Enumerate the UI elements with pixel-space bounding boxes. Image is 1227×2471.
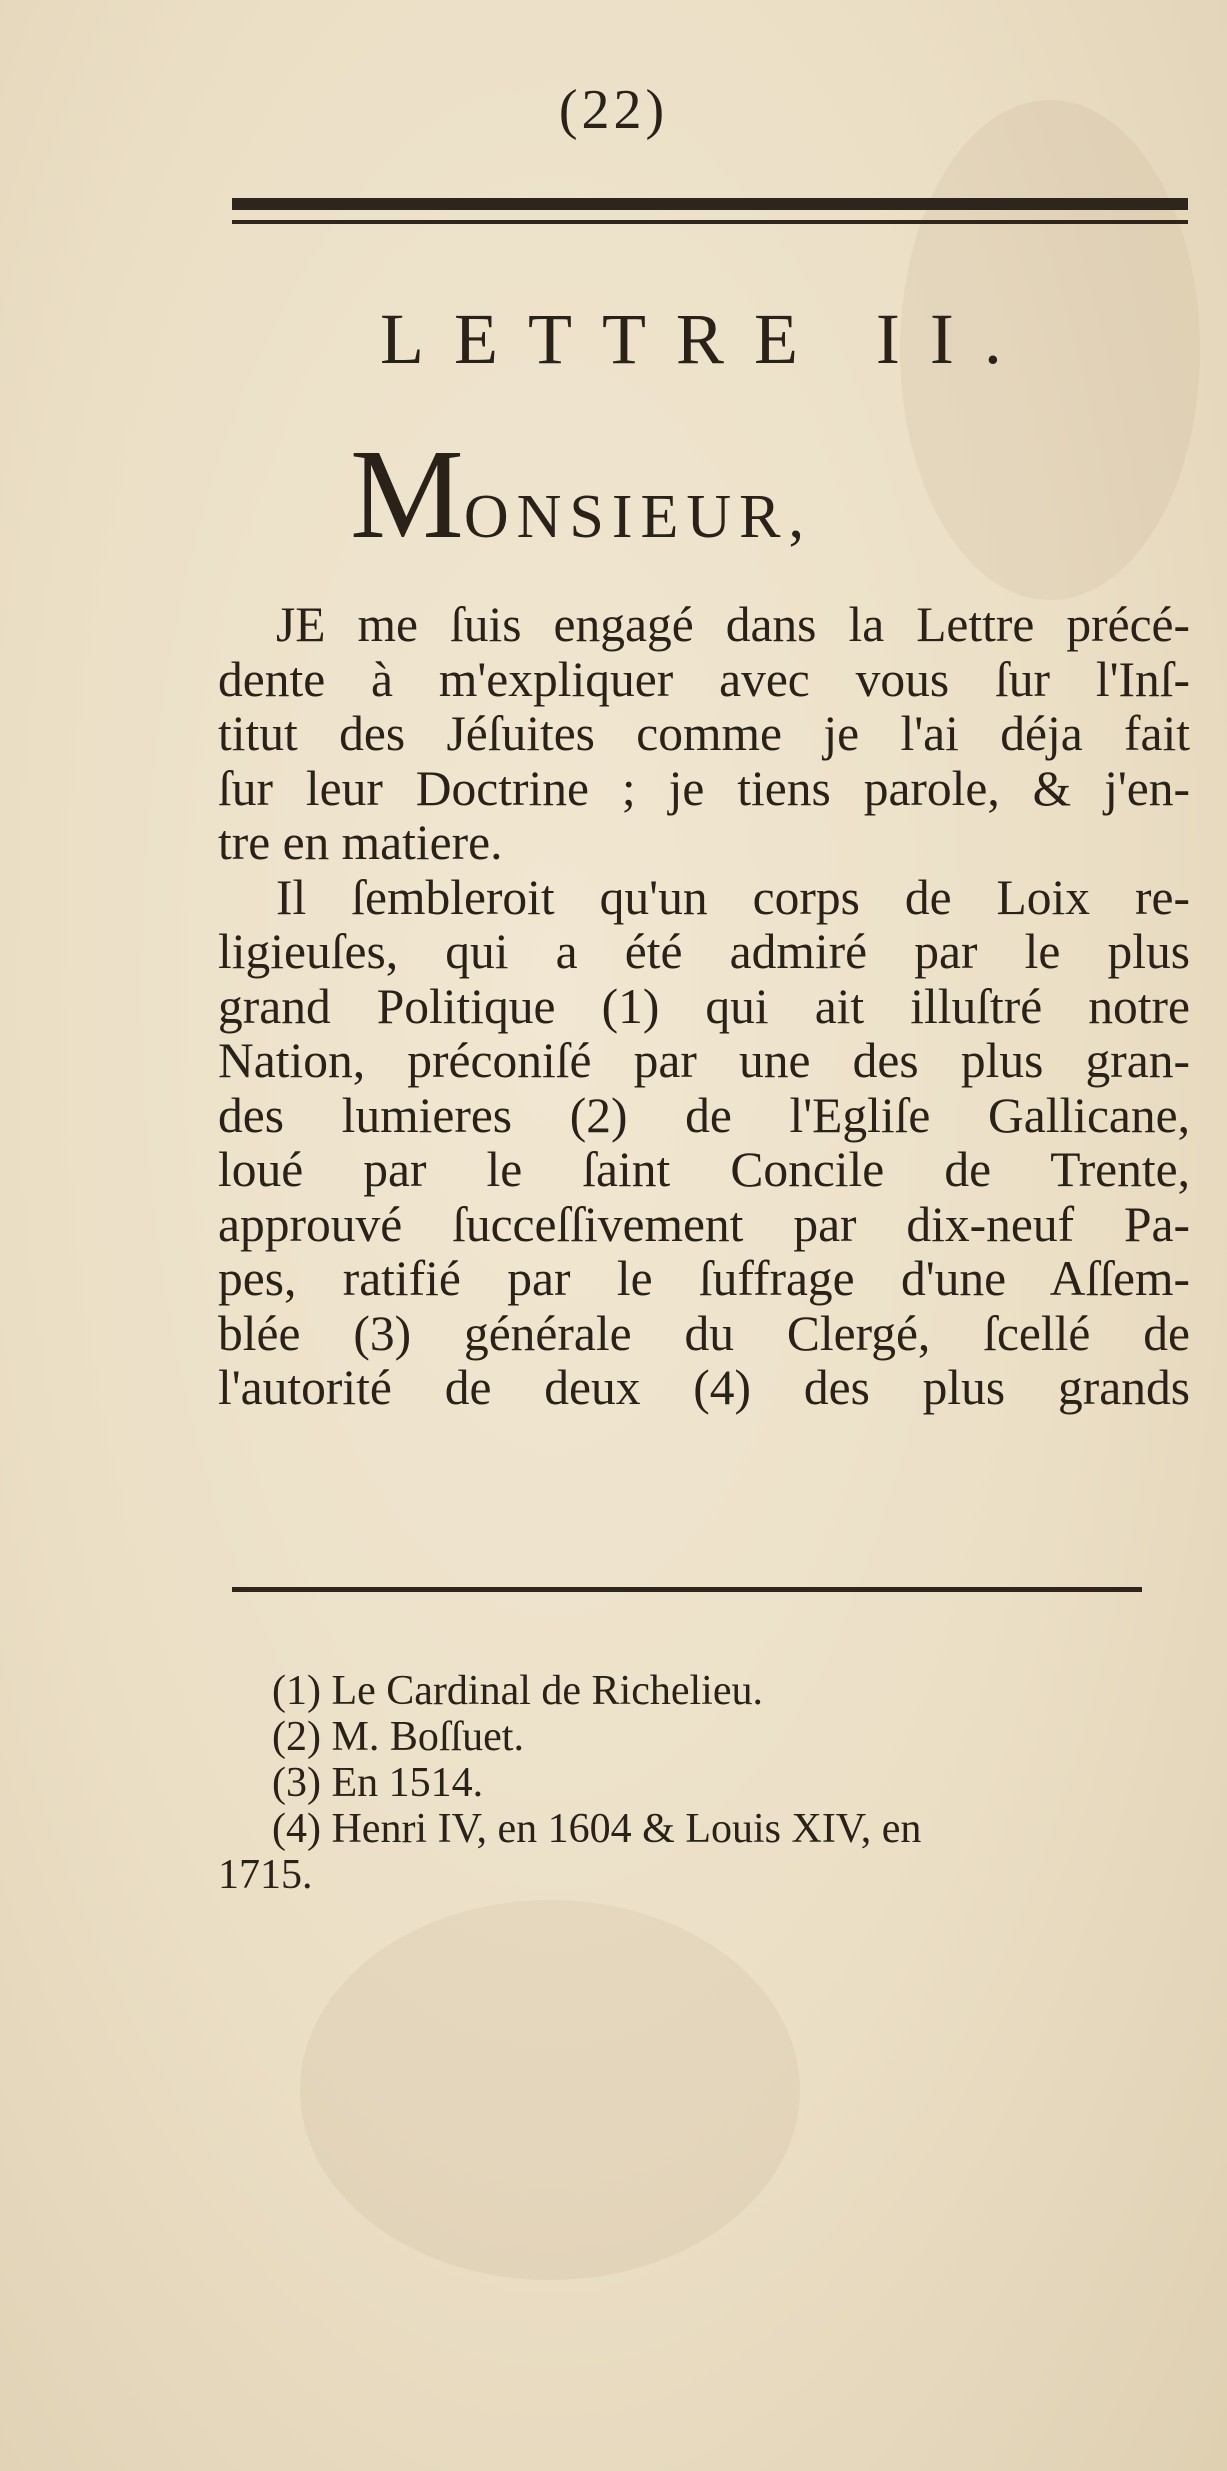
- letter-body: [218, 598, 1190, 1416]
- body-line: loué par le ſaint Concile de Trente,: [218, 1142, 1190, 1197]
- footnote: (2) M. Boſſuet.: [272, 1714, 524, 1760]
- header-rule-thin: [232, 220, 1188, 224]
- footnote: (3) En 1514.: [272, 1760, 484, 1806]
- body-line: approuvé ſucceſſivement par dix-neuf Pa-: [218, 1196, 1190, 1252]
- body-line: dente à m'expliquer avec vous ſur l'Inſ-: [218, 651, 1190, 707]
- body-line: l'autorité de deux (4) des plus grands: [218, 1360, 1190, 1415]
- body-line: tre en matiere.: [218, 815, 503, 870]
- body-line: ſur leur Doctrine ; je tiens parole, & j'en-: [218, 760, 1190, 816]
- body-line: Nation, préconiſé par une des plus gran-: [218, 1033, 1190, 1088]
- footnote-continuation: 1715.: [218, 1852, 313, 1898]
- page-number: (22): [558, 79, 669, 141]
- footnote: (1) Le Cardinal de Richelieu.: [272, 1668, 763, 1714]
- body-line: des lumieres (2) de l'Egliſe Gallicane,: [218, 1087, 1190, 1143]
- salutation: [350, 423, 812, 565]
- paper-stain: [300, 1900, 800, 2280]
- footnotes: [218, 1668, 1190, 1898]
- header-rule-thick: [232, 198, 1188, 210]
- chapter-title: LETTRE II.: [380, 299, 1032, 379]
- body-line: pes, ratifié par le ſuffrage d'une Aſſem-: [218, 1251, 1190, 1306]
- body-line: titut des Jéſuites comme je l'ai déja fait: [218, 706, 1190, 761]
- salutation-rest: ONSIEUR,: [463, 483, 812, 551]
- body-line: JE me ſuis engagé dans la Lettre précé-: [276, 597, 1190, 652]
- body-line: blée (3) générale du Clergé, ſcellé de: [218, 1305, 1190, 1361]
- salutation-initial: M: [350, 423, 464, 565]
- footnote: (4) Henri IV, en 1604 & Louis XIV, en: [272, 1806, 922, 1852]
- body-line: grand Politique (1) qui ait illuſtré notre: [218, 978, 1190, 1034]
- body-line: Il ſembleroit qu'un corps de Loix re-: [276, 869, 1190, 925]
- footnote-rule: [232, 1587, 1142, 1592]
- body-line: ligieuſes, qui a été admiré par le plus: [218, 924, 1190, 979]
